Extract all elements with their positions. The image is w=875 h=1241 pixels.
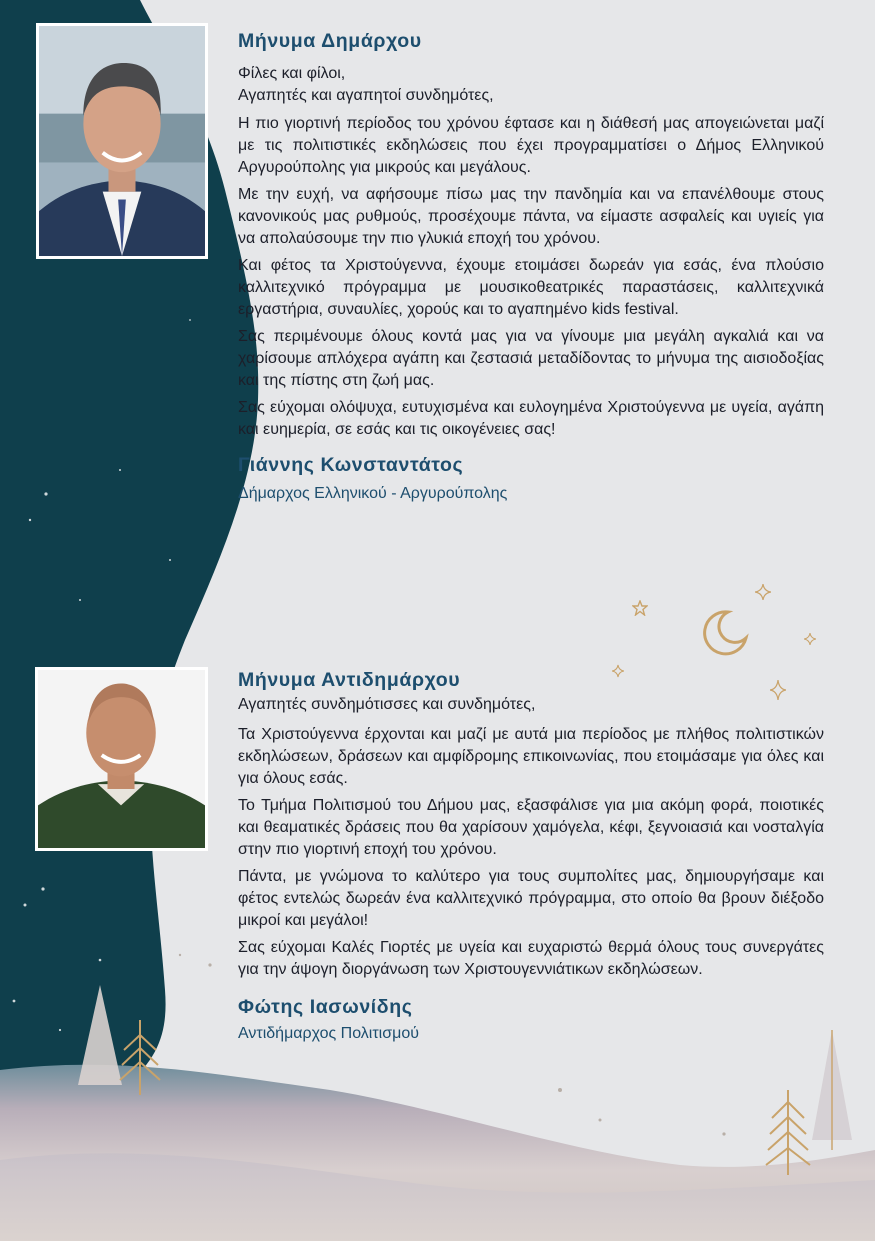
greeting-line: Αγαπητές και αγαπητοί συνδημότες,: [238, 87, 494, 104]
mayor-greeting: [238, 63, 824, 107]
greeting-line: Αγαπητές συνδημότισσες και συνδημότες,: [238, 696, 536, 713]
tree-right: [812, 1030, 852, 1150]
mayor-paragraph: Και φέτος τα Χριστούγεννα, έχουμε ετοιμάσει δωρεάν για εσάς, ένα πλούσιο καλλιτεχνικό πρόγραμμα με μουσικοθεατρικές παραστάσεις, καλλιτεχνικά εργαστήρια, συναυλίες, χορούς και το αγαπημένο kids festival.: [238, 257, 824, 318]
moon-icon: [700, 608, 750, 658]
deputy-paragraph: Τα Χριστούγεννα έρχονται και μαζί με αυτά μια περίοδος με πλήθος πολιτιστικών εκδηλώσεων, δράσεων και αμφίδρομης επικοινωνίας, που ετοιμάσαμε για όλες και για όλους εσάς.: [238, 726, 824, 787]
mayor-paragraph: Η πιο γιορτινή περίοδος του χρόνου έφτασε και η διάθεσή μας απογειώνεται μαζί με τις πολιτιστικές εκδηλώσεις που έχει προγραμματίσει ο Δήμος Ελληνικού Αργυρούπολης για μικρούς και μεγάλους.: [238, 115, 824, 176]
star-icon: [632, 600, 648, 616]
mayor-photo: [36, 23, 208, 259]
mayor-message: [238, 29, 824, 505]
mayor-paragraph: Σας περιμένουμε όλους κοντά μας για να γίνουμε μια μεγάλη αγκαλιά και να χαρίσουμε απλόχερα αγάπη και ζεστασιά μεταδίδοντας το μήνυμα της αισιοδοξίας και της πίστης στη ζωή μας.: [238, 328, 824, 389]
mayor-signature-name: Γιάννης Κωνσταντάτος: [238, 454, 464, 476]
mayor-paragraph: Με την ευχή, να αφήσουμε πίσω μας την πανδημία και να επανέλθουμε στους κανονικούς μας ρυθμούς, προσέχουμε πάντα, να είμαστε ασφαλείς και υγιείς για να απολαύσουμε την πιο γλυκιά εποχή του χρόνου.: [238, 186, 824, 247]
greeting-line: Φίλες και φίλοι,: [238, 65, 346, 82]
sparkle-icon: [755, 584, 771, 600]
mayor-signature-title: Δήμαρχος Ελληνικού - Αργυρούπολης: [238, 485, 508, 502]
deputy-paragraph: Πάντα, με γνώμονα το καλύτερο για τους συμπολίτες μας, δημιουργήσαμε και φέτος εντελώς δωρεάν ένα καλλιτεχνικό πρόγραμμα, στο οποίο θα βρουν διέξοδο μικροί και μεγάλοι!: [238, 868, 824, 929]
mayor-paragraph: Σας εύχομαι ολόψυχα, ευτυχισμένα και ευλογημένα Χριστούγεννα με υγεία, αγάπη και ευημερία, σε εσάς και τις οικογένειες σας!: [238, 399, 824, 438]
deputy-greeting: [238, 694, 824, 716]
deputy-message: [238, 668, 824, 1045]
sparkle-icon: [804, 633, 816, 645]
deputy-paragraph: Το Τμήμα Πολιτισμού του Δήμου μας, εξασφάλισε για μια ακόμη φορά, ποιοτικές και θεαματικές δράσεις που θα χαρίσουν χαμόγελα, κέφι, ξεγνοιασιά και νοσταλγία στην πιο γιορτινή εποχή του χρόνου.: [238, 797, 824, 858]
deputy-signature-title: Αντιδήμαρχος Πολιτισμού: [238, 1025, 419, 1042]
deputy-signature-name: Φώτης Ιασωνίδης: [238, 996, 413, 1018]
deputy-paragraph: Σας εύχομαι Καλές Γιορτές με υγεία και ευχαριστώ θερμά όλους τους συνεργάτες για την άψογη διοργάνωση των Χριστουγεννιάτικων εκδηλώσεων.: [238, 939, 824, 978]
deputy-heading: Μήνυμα Αντιδημάρχου: [238, 669, 461, 691]
mayor-heading: Μήνυμα Δημάρχου: [238, 30, 422, 52]
deputy-photo: [35, 667, 208, 851]
